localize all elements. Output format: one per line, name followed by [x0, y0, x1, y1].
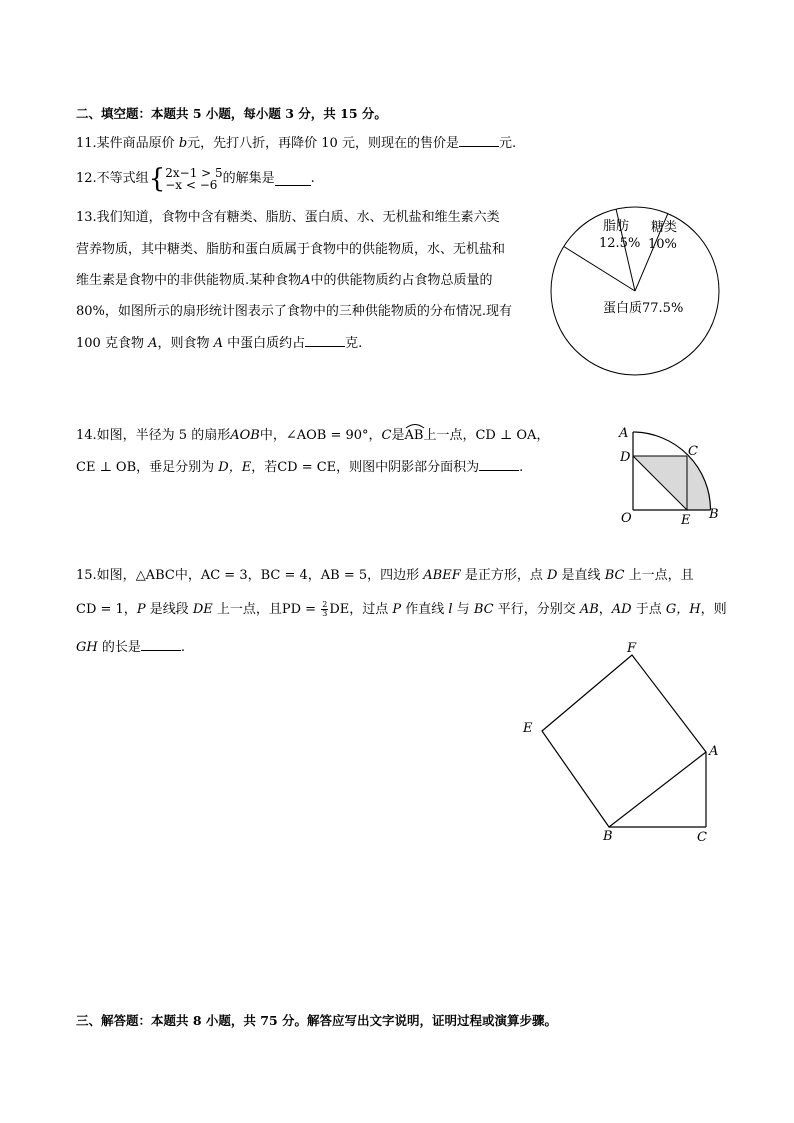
arc-label: AB — [404, 428, 424, 443]
section-3-header: 三、解答题：本题共 8 小题，共 75 分。解答应写出文字说明，证明过程或演算步骤。 — [76, 1013, 558, 1028]
label-b: B — [603, 829, 613, 844]
pie-pct-sugar: 10% — [648, 237, 677, 252]
q13-line-3 — [76, 271, 493, 291]
q15-text: 上一点，且 — [624, 568, 694, 583]
q13-text: 中的供能物质约占食物总质量的 — [310, 273, 493, 288]
q15-text: 作直线 — [401, 602, 449, 617]
q15-var: AB — [579, 602, 599, 617]
inequality-system — [165, 167, 222, 191]
square-abef — [542, 655, 706, 827]
q11-text: 元. — [498, 136, 517, 151]
q15-var: AD — [611, 602, 632, 617]
q15-var: BC — [473, 602, 494, 617]
answer-blank[interactable] — [459, 133, 499, 147]
inequality-1: 2x−1 > 5 — [165, 166, 223, 180]
q14-text: 中，∠AOB = 90°， — [259, 428, 382, 443]
q15-text: 与 — [452, 602, 474, 617]
q15-text: 平行，分别交 — [493, 602, 580, 617]
figure-15 — [515, 635, 730, 850]
arc-mark-icon — [405, 423, 425, 429]
q15-text: 中，AC = 3，BC = 4，AB = 5，四边形 — [174, 568, 424, 583]
q14-var: D，E — [218, 460, 252, 475]
arc-ab — [405, 426, 424, 446]
q14-line-1 — [76, 426, 549, 446]
q13-line-4: 80%，如图所示的扇形统计图表示了食物中的三种供能物质的分布情况.现有 — [76, 304, 513, 319]
q14-text: 是 — [391, 428, 405, 443]
fraction-numerator: 2 — [322, 600, 328, 609]
q13-line-1: 13.我们知道，食物中含有糖类、脂肪、蛋白质、水、无机盐和维生素六类 — [76, 210, 500, 225]
q12-text: . — [310, 171, 315, 186]
q13-text: 中蛋白质约占 — [223, 336, 306, 351]
answer-blank[interactable] — [305, 333, 345, 347]
q15-var: BC — [604, 568, 625, 583]
q12-text: 的解集是 — [222, 171, 275, 186]
q15-var: ABEF — [423, 568, 461, 583]
q14-text: 14.如图，半径为 5 的扇形 — [76, 428, 231, 443]
question-12 — [76, 166, 315, 192]
pie-pct-fat: 12.5% — [599, 236, 641, 251]
label-d: D — [620, 450, 631, 465]
q15-text: 是线段 — [145, 602, 193, 617]
q15-text: 15.如图， — [76, 568, 136, 583]
q15-var: DE — [192, 602, 213, 617]
label-e: E — [523, 721, 533, 736]
q15-text: . — [180, 640, 186, 655]
q15-text: 的长是 — [97, 640, 141, 655]
q12-text: 12.不等式组 — [76, 171, 149, 186]
q11-var-b: b — [178, 136, 188, 151]
q13-var-a: A — [213, 336, 223, 351]
q15-text: 是正方形，点 — [460, 568, 547, 583]
q14-text: ，若CD = CE，则图中阴影部分面积为 — [251, 460, 480, 475]
fraction-denominator: 3 — [322, 609, 328, 618]
q15-var: GH — [76, 640, 98, 655]
q13-line-5 — [76, 333, 362, 354]
q15-text: ，则 — [700, 602, 727, 617]
pie-chart — [545, 200, 725, 382]
answer-blank[interactable] — [479, 457, 519, 471]
q15-text: DE，过点 — [329, 602, 393, 617]
label-c: C — [697, 830, 707, 845]
q15-var: G，H — [665, 602, 701, 617]
q14-text: 上一点，CD ⊥ OA， — [423, 428, 550, 443]
q15-text: 是直线 — [557, 568, 605, 583]
q15-var: P — [392, 602, 402, 617]
q14-var-c: C — [381, 428, 392, 443]
label-b: B — [709, 507, 719, 522]
q15-line-2 — [76, 600, 727, 620]
q13-text: 100 克食物 — [76, 336, 149, 351]
section-2-header: 二、填空题：本题共 5 小题，每小题 3 分，共 15 分。 — [76, 106, 387, 121]
q15-line-3 — [76, 637, 185, 658]
q13-var-a: A — [148, 336, 158, 351]
answer-blank[interactable] — [275, 172, 311, 186]
label-e: E — [681, 513, 691, 528]
q14-text: CE ⊥ OB，垂足分别为 — [76, 460, 219, 475]
answer-blank[interactable] — [141, 637, 181, 651]
q13-line-2: 营养物质，其中糖类、脂肪和蛋白质属于食物中的供能物质，水、无机盐和 — [76, 242, 506, 257]
q14-line-2 — [76, 457, 523, 478]
q15-text: CD = 1， — [76, 602, 137, 617]
fraction — [321, 601, 328, 618]
inequality-2: −x < −6 — [165, 178, 218, 192]
label-a: A — [619, 426, 629, 441]
q15-text: 上一点，且PD = — [212, 602, 321, 617]
figure-14 — [612, 420, 727, 530]
pie-label-protein: 蛋白质77.5% — [603, 301, 684, 316]
q15-var: D — [546, 568, 558, 583]
brace-symbol: { — [148, 164, 166, 194]
q11-text: 元，先打八折，再降价 10 元，则现在的售价是 — [187, 136, 459, 151]
q13-text: 克. — [345, 336, 363, 351]
q11-text: 11.某件商品原价 — [76, 136, 179, 151]
q13-text: 维生素是食物中的非供能物质.某种食物 — [76, 273, 302, 288]
label-f: F — [627, 641, 637, 656]
pie-label-sugar: 糖类 — [651, 220, 678, 235]
q14-var: AOB — [230, 428, 260, 443]
label-a: A — [709, 744, 719, 759]
q13-text: ，则食物 — [157, 336, 214, 351]
q15-text: 于点 — [631, 602, 666, 617]
q15-var: l — [448, 602, 453, 617]
q13-var-a: A — [301, 273, 311, 288]
q15-var: P — [136, 602, 146, 617]
question-11 — [76, 133, 516, 154]
q15-line-1 — [76, 566, 694, 586]
q15-triangle: △ABC — [135, 568, 175, 583]
label-c: C — [688, 444, 698, 459]
pie-radius-fat — [564, 247, 635, 292]
q15-text: ， — [598, 602, 612, 617]
pie-label-fat: 脂肪 — [603, 219, 630, 234]
label-o: O — [621, 511, 632, 526]
q14-text: . — [519, 460, 524, 475]
